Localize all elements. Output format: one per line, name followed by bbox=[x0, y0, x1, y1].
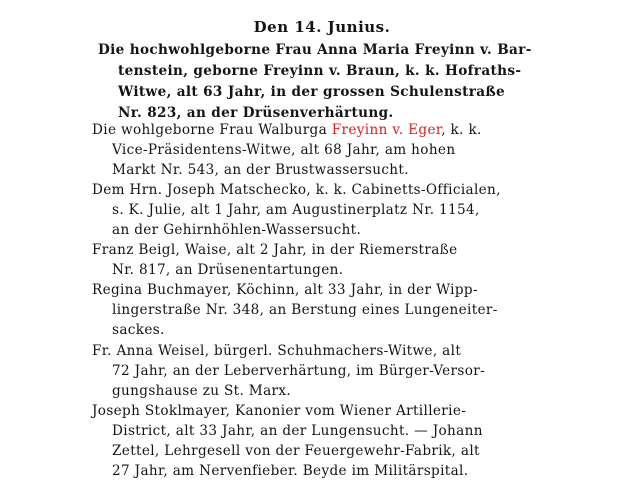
entry-2-line-1-start: Die wohlgeborne Frau Walburga bbox=[92, 122, 332, 138]
entry-1-line-4: Nr. 823, an der Drüsenverhärtung. bbox=[118, 104, 394, 121]
entry-4-line-2: Nr. 817, an Drüsenentartungen. bbox=[112, 262, 344, 279]
entry-5-line-2: lingerstraße Nr. 348, an Berstung eines Lungeneiter- bbox=[112, 302, 498, 319]
highlighted-name: Freyinn v. Eger bbox=[331, 122, 442, 138]
entry-3-line-1: Dem Hrn. Joseph Matschecko, k. k. Cabinetts-Officialen, bbox=[92, 182, 501, 199]
entry-6-line-1: Fr. Anna Weisel, bürgerl. Schuhmachers-Witwe, alt bbox=[92, 342, 462, 359]
entry-7-line-3: Zettel, Lehrgesell von der Feuergewehr-Fabrik, alt bbox=[112, 442, 480, 459]
entry-3-line-2: s. K. Julie, alt 1 Jahr, am Augustinerplatz Nr. 1154, bbox=[112, 202, 480, 219]
entry-7-line-4: 27 Jahr, am Nervenfieber. Beyde im Militärspital. bbox=[112, 463, 469, 479]
entry-4-line-1: Franz Beigl, Waise, alt 2 Jahr, in der Riemerstraße bbox=[92, 242, 458, 259]
entry-5-line-3: sackes. bbox=[112, 322, 165, 339]
entry-6-line-3: gungshause zu St. Marx. bbox=[112, 382, 292, 399]
entry-1-line-3: Witwe, alt 63 Jahr, in der grossen Schulenstraße bbox=[118, 83, 506, 100]
entry-7-line-1: Joseph Stoklmayer, Kanonier vom Wiener Artillerie- bbox=[92, 402, 467, 419]
entry-2-line-1-end: , k. k. bbox=[441, 122, 482, 138]
entry-5-line-1: Regina Buchmayer, Köchinn, alt 33 Jahr, in der Wipp- bbox=[92, 282, 478, 299]
entry-2-line-2: Vice-Präsidentens-Witwe, alt 68 Jahr, am hohen bbox=[112, 142, 456, 158]
entry-2-line-1 bbox=[92, 120, 482, 140]
entry-3-line-3: an der Gehirnhöhlen-Wassersucht. bbox=[112, 222, 362, 239]
entry-6-line-2: 72 Jahr, an der Leberverhärtung, im Bürger-Versor- bbox=[112, 362, 486, 379]
entry-7-line-2: District, alt 33 Jahr, an der Lungensucht. — Johann bbox=[112, 422, 483, 439]
entry-2-line-3: Markt Nr. 543, an der Brustwassersucht. bbox=[112, 162, 409, 178]
date-heading: Den 14. Junius. bbox=[253, 18, 391, 36]
entry-1-line-2: tenstein, geborne Freyinn v. Braun, k. k. Hofraths- bbox=[118, 62, 522, 79]
entry-1-line-1: Die hochwohlgeborne Frau Anna Maria Freyinn v. Bar- bbox=[98, 42, 532, 58]
